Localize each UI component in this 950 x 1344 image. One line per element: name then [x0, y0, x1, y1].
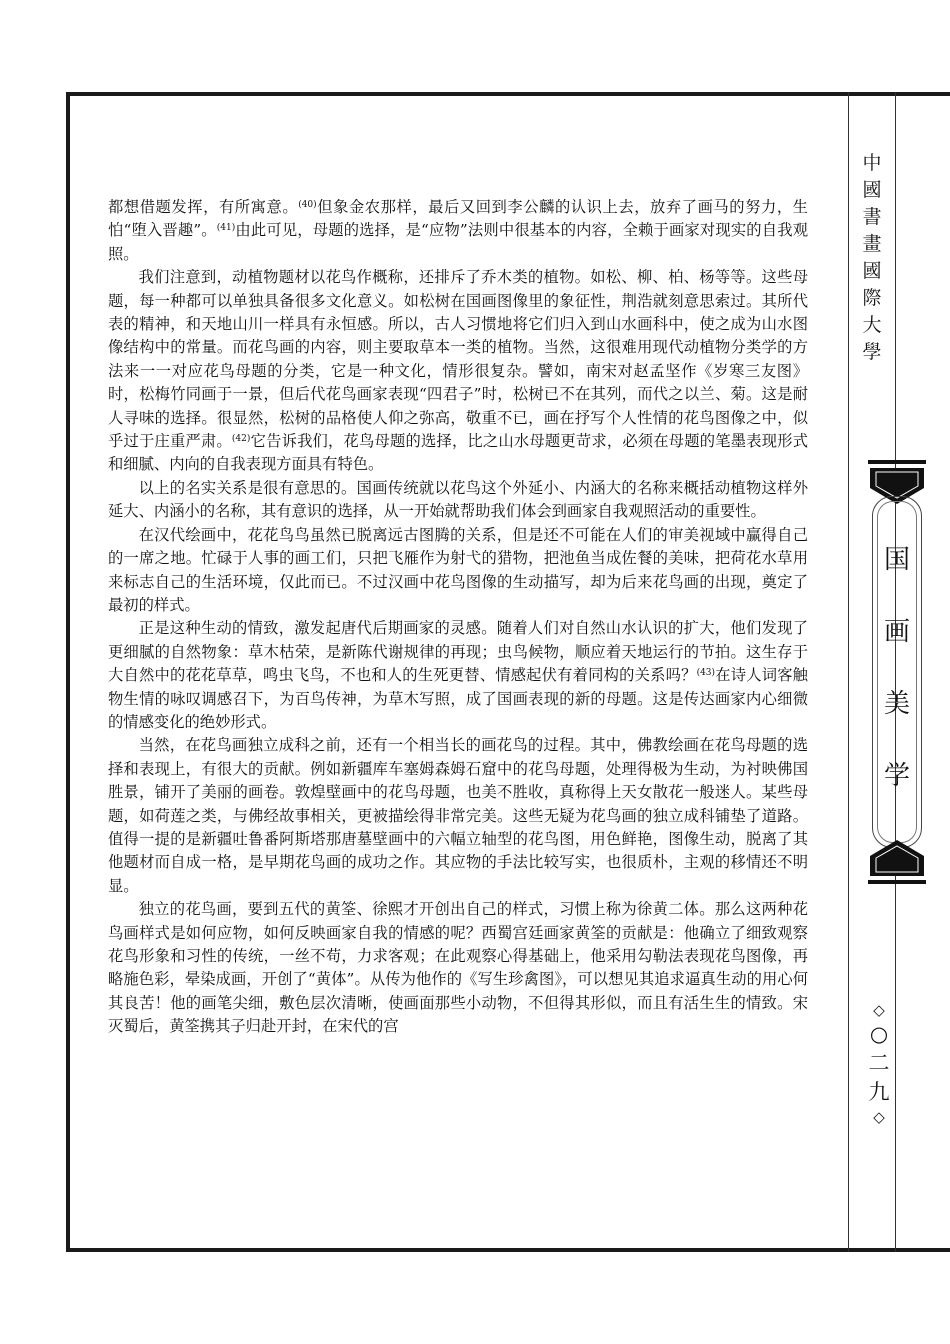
footnote-ref-41: (41)	[216, 223, 236, 234]
diamond-top-icon: ◇	[873, 1001, 885, 1019]
footnote-ref-40: (40)	[298, 200, 317, 210]
body-text	[108, 196, 808, 1039]
school-name-vertical: 中 國 書 畫 國 際 大 學	[862, 152, 882, 363]
paragraph-7: 独立的花鸟画，要到五代的黄筌、徐熙才开创出自己的样式，习惯上称为徐黄二体。那么这两种花鸟画样式是如何应物，如何反映画家自我的情感的呢？西蜀宫廷画家黄筌的贡献是：他确立了细致观察花鸟形象和习性的传统，一丝不苟，力求客观；在此观察心得基础上，他采用勾勒法表现花鸟图像，再略施色彩，晕染成画，开创了“黄体”。从传为他作的《写生珍禽图》，可以想见其追求逼真生动的用心何其良苦！他的画笔尖细，敷色层次清晰，使画面那些小动物，不但得其形似，而且有活生生的情致。宋灭蜀后，黄筌携其子归赴开封，在宋代的宫	[108, 900, 808, 1036]
ornament-bottom-icon	[866, 838, 928, 886]
footnote-ref-43: (43)	[696, 668, 716, 679]
footnote-ref-42: (42)	[231, 434, 251, 445]
paragraph-4: 在汉代绘画中，花花鸟鸟虽然已脱离远古图腾的关系，但是还不可能在人们的审美视域中赢得自己的一席之地。忙碌于人事的画工们，只把飞雁作为射弋的猎物，把池鱼当成佐餐的美味，把荷花水草用来标志自己的生活环境，仅此而已。不过汉画中花鸟图像的生动描写，却为后来花鸟画的出现，奠定了最初的样式。	[108, 525, 808, 614]
paragraph-5: 正是这种生动的情致，激发起唐代后期画家的灵感。随着人们对自然山水认识的扩大，他们发现了更细腻的自然物象：草木枯荣，是新陈代谢规律的再现；虫鸟候物，顺应着天地运行的节拍。这生存于大自然中的花花草草，鸣虫飞鸟，不也和人的生死更替、情感起伏有着同构的关系吗？$^{(43)}$在诗人词客触物生情的咏叹调感召下，为百鸟传神，为草木写照，成了国画表现的新的母题。这是传达画家内心细微的情感变化的绝妙形式。	[108, 619, 808, 731]
paragraph-2: 我们注意到，动植物题材以花鸟作概称，还排斥了乔木类的植物。如松、柳、柏、杨等等。这些母题，每一种都可以单独具备很多文化意义。如松树在国画图像里的象征性，荆浩就刻意思索过。其所代表的精神，和天地山川一样具有永恒感。所以，古人习惯地将它们归入到山水画科中，使之成为山水图像结构中的常量。而花鸟画的内容，则主要取草本一类的植物。当然，这很难用现代动植物分类学的方法来一一对应花鸟母题的分类，它是一种文化，情形很复杂。譬如，南宋对赵孟坚作《岁寒三友图》时，松梅竹同画于一景，但后代花鸟画家表现“四君子”时，松树已不在其列，而代之以兰、菊。这是耐人寻味的选择。很显然，松树的品格使人仰之弥高，敬重不已，画在抒写个人性情的花鸟图像之中，似乎过于庄重严肃。$^{(42)}$它告诉我们，花鸟母题的选择，比之山水母题更苛求，必须在母题的笔墨表现形式和细腻、内向的自我表现方面具有特色。	[108, 268, 808, 474]
paragraph-1: 都想借题发挥，有所寓意。$^{(40)}$但象金农那样，最后又回到李公麟的认识上去，放弃了画马的努力，生怕“堕入晋趣”。$^{(41)}$由此可见，母题的选择，是“应物”法则中很基本的内容，全赖于画家对现实的自我观照。	[108, 198, 808, 263]
paragraph-3: 以上的名实关系是很有意思的。国画传统就以花鸟这个外延小、内涵大的名称来概括动植物这样外延大、内涵小的名称，其有意识的选择，从一开始就帮助我们体会到画家自我观照活动的重要性。	[108, 478, 808, 521]
paragraph-6: 当然，在花鸟画独立成科之前，还有一个相当长的画花鸟的过程。其中，佛教绘画在花鸟母题的选择和表现上，有很大的贡献。例如新疆库车塞姆森姆石窟中的花鸟母题，处理得极为生动，为衬映佛国胜景，铺开了美丽的画卷。敦煌壁画中的花鸟母题，也美不胜收，真称得上天女散花一般迷人。某些母题，如荷莲之类，与佛经故事相关，更被描绘得非常完美。这些无疑为花鸟画的独立成科铺垫了道路。值得一提的是新疆吐鲁番阿斯塔那唐墓壁画中的六幅立轴型的花鸟图，用色鲜艳，图像生动，脱离了其他题材而自成一格，是早期花鸟画的成功之作。其应物的手法比较写实，也很质朴，主观的移情还不明显。	[108, 736, 808, 895]
diamond-bottom-icon: ◇	[873, 1108, 885, 1126]
book-title-vertical: 国 画 美 学	[883, 545, 910, 791]
page-number-vertical: ◇ ○ 二 九 ◇	[862, 1000, 896, 1127]
